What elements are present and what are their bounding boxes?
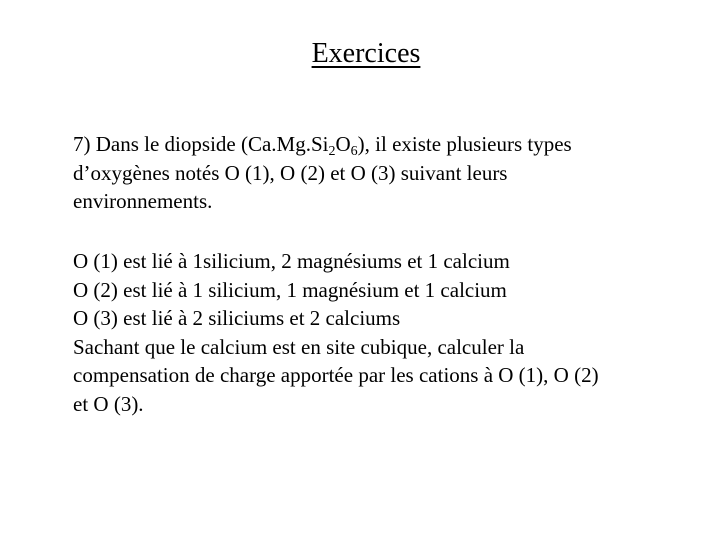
intro-text-c: Si	[310, 132, 329, 156]
statement-o3: O (3) est lié à 2 siliciums et 2 calciums	[73, 306, 401, 330]
intro-line-1: 7) Dans le diopside $(Ca.Mg.Si_2O_6)$, il existe plusieurs types	[73, 132, 572, 159]
question-line-3: et O (3).	[73, 391, 144, 416]
slide-title: Exercices	[311, 38, 421, 69]
intro-line-2: d’oxygènes notés O (1), O (2) et O (3) suivant leurs	[73, 160, 508, 185]
question-line-2: compensation de charge apportée par les cations à O (1), O (2)	[73, 363, 599, 387]
exercise-statements	[73, 247, 693, 418]
formula-subscript-o: 6	[350, 144, 358, 159]
formula-subscript-si: 2	[328, 144, 336, 159]
intro-text-d: O	[335, 132, 351, 156]
intro-text-a: 7) Dans le diopside (Ca	[73, 132, 272, 156]
statement-o1: O (1) est lié à 1silicium, 2 magnésiums et 1 calcium	[73, 249, 510, 273]
statement-o2: O (2) est lié à 1 silicium, 1 magnésium et 1 calcium	[73, 277, 507, 302]
intro-text-e: ), il existe plusieurs types	[357, 132, 572, 156]
intro-line-3: environnements.	[73, 189, 213, 213]
intro-text-b: Mg	[276, 132, 306, 156]
question-line-1: Sachant que le calcium est en site cubique, calculer la	[73, 334, 525, 359]
exercise-intro	[73, 130, 693, 216]
